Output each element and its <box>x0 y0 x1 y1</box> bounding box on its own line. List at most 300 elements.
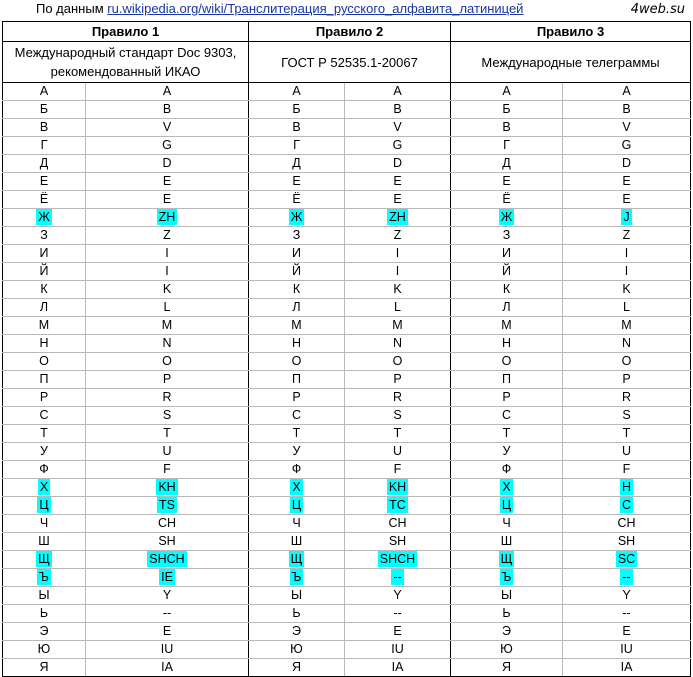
rule-1-latin-cell <box>86 407 249 425</box>
cell-text: SHCH <box>149 552 185 566</box>
cell-text: Ъ <box>291 570 302 584</box>
cell-text: Ф <box>291 462 302 476</box>
cell-text: CH <box>157 516 177 530</box>
rule-2-latin-cell <box>345 587 451 605</box>
cell-text: L <box>163 300 171 314</box>
rule-3-latin-cell <box>563 551 691 569</box>
cell-text: E <box>162 192 172 206</box>
cyrillic-letter-cell <box>249 245 345 263</box>
cell-text: N <box>621 336 632 350</box>
rule-3-latin-cell <box>563 497 691 515</box>
cell-text: R <box>621 390 632 404</box>
rule-1-latin-cell <box>86 155 249 173</box>
cell-text: Ы <box>500 588 513 602</box>
cyrillic-letter-cell <box>3 191 86 209</box>
cell-text: K <box>162 282 172 296</box>
cell-text: И <box>502 246 511 260</box>
cyrillic-letter-cell <box>249 641 345 659</box>
cell-text: Ф <box>39 462 49 476</box>
cell-text: О <box>291 354 302 368</box>
rule-2-latin-cell <box>345 461 451 479</box>
rule-1-latin-cell <box>86 335 249 353</box>
cell-text: Э <box>502 624 511 638</box>
rule-2-latin-cell <box>345 443 451 461</box>
cyrillic-letter-cell <box>249 551 345 569</box>
cyrillic-letter-cell <box>451 281 563 299</box>
cell-text: N <box>162 336 172 350</box>
cyrillic-letter-cell <box>3 605 86 623</box>
cell-text: SH <box>158 534 176 548</box>
cell-text: T <box>393 426 402 440</box>
rule-3-latin-cell <box>563 227 691 245</box>
cell-text: Б <box>502 102 511 116</box>
cell-text: -- <box>162 606 172 620</box>
cell-text: Ё <box>502 192 511 206</box>
cell-text: Ч <box>292 516 301 530</box>
cell-text: Щ <box>38 552 50 566</box>
source-link[interactable]: ru.wikipedia.org/wiki/Транслитерация_русского_алфавита_латиницей <box>107 1 524 16</box>
rule-3-heading: Правило 3 <box>451 22 691 42</box>
cell-text: P <box>622 372 631 386</box>
cell-text: D <box>392 156 403 170</box>
cyrillic-letter-cell <box>3 533 86 551</box>
cyrillic-letter-cell <box>3 245 86 263</box>
cell-text: E <box>622 174 631 188</box>
table-row <box>3 101 691 119</box>
cell-text: B <box>162 102 172 116</box>
rule-2-latin-cell <box>345 533 451 551</box>
rule-1-latin-cell <box>86 605 249 623</box>
rule-3-latin-cell <box>563 461 691 479</box>
cell-text: Ш <box>38 534 50 548</box>
rule-2-standard: ГОСТ Р 52535.1-20067 <box>249 42 451 83</box>
cell-text: Н <box>39 336 49 350</box>
cell-text: TC <box>389 498 406 512</box>
rule-2-latin-cell <box>345 245 451 263</box>
cyrillic-letter-cell <box>249 281 345 299</box>
table-row <box>3 281 691 299</box>
cell-text: З <box>40 228 48 242</box>
rule-2-latin-cell <box>345 623 451 641</box>
cell-text: IA <box>391 660 404 674</box>
rule-3-latin-cell <box>563 623 691 641</box>
cell-text: S <box>393 408 402 422</box>
rule-1-latin-cell <box>86 101 249 119</box>
cell-text: Ц <box>291 498 302 512</box>
cell-text: Т <box>40 426 48 440</box>
cell-text: S <box>622 408 631 422</box>
cyrillic-letter-cell <box>451 515 563 533</box>
rule-1-latin-cell <box>86 173 249 191</box>
cyrillic-letter-cell <box>451 551 563 569</box>
cell-text: P <box>393 372 402 386</box>
table-row <box>3 659 691 677</box>
cell-text: I <box>395 246 400 260</box>
cyrillic-letter-cell <box>451 461 563 479</box>
cell-text: П <box>502 372 511 386</box>
rule-2-latin-cell <box>345 389 451 407</box>
rule-3-latin-cell <box>563 119 691 137</box>
rule-2-latin-cell <box>345 281 451 299</box>
table-row <box>3 497 691 515</box>
cell-text: Г <box>293 138 300 152</box>
cell-text: IU <box>391 642 404 656</box>
rule-1-latin-cell <box>86 659 249 677</box>
rule-2-latin-cell <box>345 227 451 245</box>
rule-2-latin-cell <box>345 101 451 119</box>
rule-2-latin-cell <box>345 119 451 137</box>
cell-text: П <box>292 372 301 386</box>
rule-3-latin-cell <box>563 515 691 533</box>
cyrillic-letter-cell <box>451 479 563 497</box>
cyrillic-letter-cell <box>249 299 345 317</box>
table-row <box>3 641 691 659</box>
cell-text: Z <box>393 228 402 242</box>
table-row <box>3 605 691 623</box>
rule-3-latin-cell <box>563 245 691 263</box>
rule-1-latin-cell <box>86 425 249 443</box>
rule-2-latin-cell <box>345 569 451 587</box>
rule-3-latin-cell <box>563 155 691 173</box>
cell-text: E <box>622 624 631 638</box>
cell-text: V <box>622 120 631 134</box>
cell-text: Л <box>39 300 49 314</box>
cyrillic-letter-cell <box>249 569 345 587</box>
cell-text: Ъ <box>39 570 49 584</box>
rule-3-latin-cell <box>563 533 691 551</box>
cell-text: U <box>162 444 172 458</box>
rule-2-latin-cell <box>345 605 451 623</box>
rule-1-latin-cell <box>86 515 249 533</box>
cell-text: O <box>162 354 172 368</box>
cell-text: Z <box>163 228 171 242</box>
cell-text: SHCH <box>379 552 416 566</box>
cell-text: С <box>39 408 49 422</box>
cyrillic-letter-cell <box>249 623 345 641</box>
cyrillic-letter-cell <box>249 137 345 155</box>
rule-2-latin-cell <box>345 407 451 425</box>
table-row <box>3 353 691 371</box>
cell-text: Ю <box>290 642 303 656</box>
cell-text: Ц <box>39 498 49 512</box>
rule-1-latin-cell <box>86 371 249 389</box>
cell-text: Н <box>501 336 512 350</box>
cell-text: Б <box>292 102 301 116</box>
table-row <box>3 461 691 479</box>
cell-text: Ь <box>292 606 301 620</box>
cell-text: I <box>165 264 169 278</box>
transliteration-table <box>2 21 691 677</box>
cell-text: У <box>292 444 301 458</box>
cell-text: Р <box>502 390 511 404</box>
rule-3-latin-cell <box>563 281 691 299</box>
rule-1-latin-cell <box>86 389 249 407</box>
cyrillic-letter-cell <box>451 317 563 335</box>
cell-text: А <box>502 84 511 98</box>
cyrillic-letter-cell <box>3 353 86 371</box>
cyrillic-letter-cell <box>249 497 345 515</box>
table-row <box>3 119 691 137</box>
cell-text: Б <box>39 102 49 116</box>
cell-text: G <box>621 138 632 152</box>
cyrillic-letter-cell <box>451 407 563 425</box>
cell-text: ZH <box>158 210 176 224</box>
cyrillic-letter-cell <box>3 209 86 227</box>
cyrillic-letter-cell <box>249 173 345 191</box>
cell-text: Ю <box>500 642 513 656</box>
rule-header-row <box>3 22 691 42</box>
rule-3-latin-cell <box>563 479 691 497</box>
cell-text: Э <box>39 624 49 638</box>
table-body <box>3 83 691 677</box>
cell-text: Ю <box>37 642 51 656</box>
rule-2-latin-cell <box>345 83 451 101</box>
rule-1-latin-cell <box>86 119 249 137</box>
cell-text: D <box>621 156 632 170</box>
cell-text: М <box>501 318 512 332</box>
rule-2-latin-cell <box>345 353 451 371</box>
rule-1-latin-cell <box>86 263 249 281</box>
rule-3-latin-cell <box>563 371 691 389</box>
rule-1-latin-cell <box>86 227 249 245</box>
rule-2-latin-cell <box>345 263 451 281</box>
cell-text: U <box>621 444 632 458</box>
table-row <box>3 173 691 191</box>
cell-text: Н <box>291 336 302 350</box>
cell-text: Х <box>292 480 301 494</box>
rule-1-heading: Правило 1 <box>3 22 249 42</box>
cyrillic-letter-cell <box>249 407 345 425</box>
rule-1-latin-cell <box>86 623 249 641</box>
cell-text: T <box>622 426 631 440</box>
cyrillic-letter-cell <box>451 263 563 281</box>
rule-3-latin-cell <box>563 191 691 209</box>
cyrillic-letter-cell <box>249 227 345 245</box>
table-row <box>3 227 691 245</box>
cell-text: -- <box>622 606 631 620</box>
rule-3-latin-cell <box>563 317 691 335</box>
cyrillic-letter-cell <box>249 461 345 479</box>
cyrillic-letter-cell <box>451 335 563 353</box>
cell-text: IU <box>160 642 174 656</box>
cell-text: Ы <box>38 588 50 602</box>
cell-text: В <box>292 120 301 134</box>
cell-text: М <box>38 318 50 332</box>
rule-2-latin-cell <box>345 371 451 389</box>
cyrillic-letter-cell <box>249 263 345 281</box>
rule-1-latin-cell <box>86 209 249 227</box>
table-row <box>3 209 691 227</box>
cell-text: SH <box>617 534 636 548</box>
rule-2-latin-cell <box>345 551 451 569</box>
cell-text: -- <box>393 606 402 620</box>
cell-text: М <box>291 318 302 332</box>
cell-text: Ж <box>500 210 513 224</box>
rule-2-latin-cell <box>345 425 451 443</box>
rule-3-latin-cell <box>563 659 691 677</box>
rule-3-latin-cell <box>563 587 691 605</box>
cell-text: Х <box>39 480 49 494</box>
cell-text: С <box>291 408 302 422</box>
cell-text: B <box>622 102 631 116</box>
cell-text: K <box>393 282 402 296</box>
cell-text: Л <box>292 300 301 314</box>
cell-text: Ж <box>38 210 50 224</box>
cell-text: Я <box>39 660 49 674</box>
table-row <box>3 623 691 641</box>
table-row <box>3 389 691 407</box>
cyrillic-letter-cell <box>249 209 345 227</box>
cell-text: IA <box>620 660 633 674</box>
cell-text: G <box>162 138 172 152</box>
cyrillic-letter-cell <box>249 605 345 623</box>
cell-text: I <box>165 246 169 260</box>
rule-1-standard: Международный стандарт Doc 9303, рекомендованный ИКАО <box>3 42 249 83</box>
rule-1-latin-cell <box>86 587 249 605</box>
top-bar <box>0 0 693 20</box>
cell-text: О <box>39 354 49 368</box>
cell-text: IA <box>161 660 173 674</box>
rule-2-latin-cell <box>345 659 451 677</box>
cell-text: L <box>623 300 630 314</box>
table-row <box>3 515 691 533</box>
cell-text: Г <box>503 138 510 152</box>
cell-text: О <box>501 354 512 368</box>
cyrillic-letter-cell <box>451 497 563 515</box>
cell-text: Й <box>39 264 49 278</box>
rule-3-latin-cell <box>563 425 691 443</box>
table-row <box>3 407 691 425</box>
rule-3-latin-cell <box>563 641 691 659</box>
cell-text: C <box>621 498 632 512</box>
table-row <box>3 425 691 443</box>
cyrillic-letter-cell <box>249 353 345 371</box>
cyrillic-letter-cell <box>3 299 86 317</box>
cell-text: Г <box>40 138 48 152</box>
cyrillic-letter-cell <box>249 443 345 461</box>
brand-logo-text: 4web.su <box>630 2 685 17</box>
rule-2-latin-cell <box>345 317 451 335</box>
rule-2-latin-cell <box>345 209 451 227</box>
cell-text: Д <box>39 156 49 170</box>
cell-text: IU <box>620 642 633 656</box>
cyrillic-letter-cell <box>249 371 345 389</box>
cell-text: А <box>292 84 301 98</box>
cyrillic-letter-cell <box>451 569 563 587</box>
cell-text: К <box>292 282 301 296</box>
cell-text: O <box>621 354 632 368</box>
table-row <box>3 551 691 569</box>
table-row <box>3 371 691 389</box>
cell-text: TS <box>159 498 175 512</box>
rule-3-latin-cell <box>563 353 691 371</box>
cell-text: E <box>393 192 402 206</box>
cell-text: ZH <box>389 210 406 224</box>
cyrillic-letter-cell <box>3 461 86 479</box>
rule-3-latin-cell <box>563 173 691 191</box>
cell-text: J <box>623 210 630 224</box>
cell-text: M <box>621 318 632 332</box>
cyrillic-letter-cell <box>3 335 86 353</box>
cell-text: B <box>393 102 402 116</box>
cyrillic-letter-cell <box>3 497 86 515</box>
rule-2-latin-cell <box>345 335 451 353</box>
cell-text: Д <box>292 156 301 170</box>
cell-text: У <box>40 444 48 458</box>
cyrillic-letter-cell <box>451 659 563 677</box>
cell-text: Ц <box>501 498 512 512</box>
cell-text: E <box>393 624 402 638</box>
cyrillic-letter-cell <box>451 533 563 551</box>
cyrillic-letter-cell <box>249 533 345 551</box>
cell-text: N <box>392 336 403 350</box>
cyrillic-letter-cell <box>451 299 563 317</box>
cell-text: I <box>624 264 629 278</box>
cyrillic-letter-cell <box>3 119 86 137</box>
cell-text: E <box>162 174 172 188</box>
table-row <box>3 191 691 209</box>
cell-text: P <box>162 372 172 386</box>
table-row <box>3 569 691 587</box>
cell-text: Y <box>622 588 631 602</box>
table-row <box>3 533 691 551</box>
cell-text: Ш <box>290 534 303 548</box>
table-row <box>3 479 691 497</box>
cell-text: Ж <box>290 210 303 224</box>
table-row <box>3 83 691 101</box>
cyrillic-letter-cell <box>3 407 86 425</box>
rule-1-latin-cell <box>86 353 249 371</box>
cyrillic-letter-cell <box>249 317 345 335</box>
cell-text: Ы <box>290 588 303 602</box>
cell-text: Р <box>292 390 301 404</box>
cyrillic-letter-cell <box>3 443 86 461</box>
cell-text: З <box>292 228 301 242</box>
cell-text: -- <box>393 570 402 584</box>
table-row <box>3 299 691 317</box>
rule-1-latin-cell <box>86 443 249 461</box>
cell-text: A <box>393 84 402 98</box>
cell-text: K <box>622 282 631 296</box>
cell-text: M <box>161 318 173 332</box>
cell-text: Ь <box>502 606 511 620</box>
cell-text: Ф <box>501 462 512 476</box>
cyrillic-letter-cell <box>3 479 86 497</box>
cell-text: R <box>392 390 403 404</box>
table-row <box>3 245 691 263</box>
cyrillic-letter-cell <box>451 227 563 245</box>
cyrillic-letter-cell <box>451 605 563 623</box>
table-row <box>3 155 691 173</box>
cell-text: Т <box>502 426 511 440</box>
cyrillic-letter-cell <box>249 155 345 173</box>
table-row <box>3 317 691 335</box>
cyrillic-letter-cell <box>249 515 345 533</box>
cell-text: В <box>502 120 511 134</box>
cyrillic-letter-cell <box>3 623 86 641</box>
cyrillic-letter-cell <box>249 335 345 353</box>
cyrillic-letter-cell <box>3 317 86 335</box>
cell-text: Й <box>502 264 511 278</box>
cyrillic-letter-cell <box>249 119 345 137</box>
rule-2-latin-cell <box>345 641 451 659</box>
cell-text: L <box>394 300 401 314</box>
cell-text: Л <box>502 300 511 314</box>
rule-1-latin-cell <box>86 281 249 299</box>
table-row <box>3 443 691 461</box>
rule-1-latin-cell <box>86 317 249 335</box>
cyrillic-letter-cell <box>451 443 563 461</box>
